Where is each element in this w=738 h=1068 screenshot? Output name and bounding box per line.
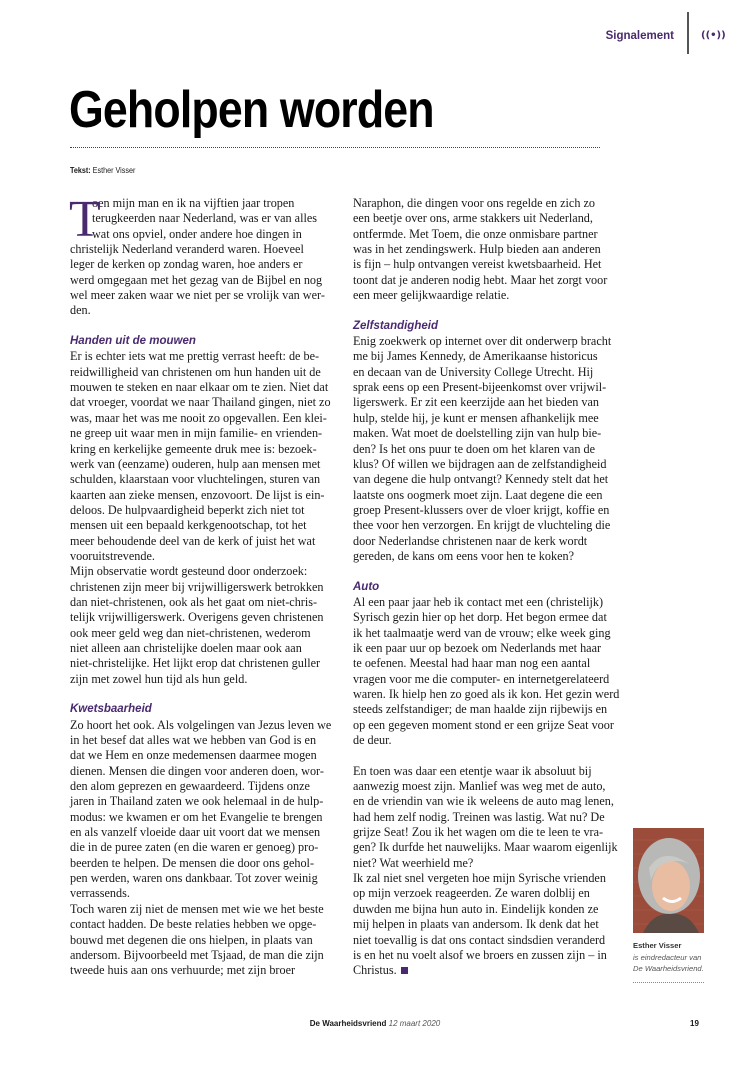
text-line — [353, 810, 631, 825]
text-line-content: me bij James Kennedy, de Amerikaanse historicus — [353, 349, 598, 364]
text-line — [70, 733, 342, 748]
text-line — [70, 365, 342, 380]
text-line-content: schulden, klaarstaan voor vluchtelingen, sturen van — [70, 472, 321, 487]
text-line — [353, 687, 631, 702]
text-line — [70, 856, 342, 871]
footer — [300, 1019, 450, 1028]
text-line — [70, 580, 342, 595]
section-heading: Auto — [353, 580, 380, 593]
text-line-content: niet? Wat weerhield me? — [353, 855, 474, 870]
paragraph — [70, 349, 342, 564]
text-line — [70, 656, 342, 671]
caption-divider — [633, 982, 704, 983]
text-line — [353, 963, 631, 978]
text-line-content: kaarten aan zieke mensen, enzovoort. De lijst is ein- — [70, 487, 325, 502]
text-line — [70, 257, 342, 272]
text-line — [353, 933, 631, 948]
byline — [70, 166, 135, 175]
text-line-content: Christus. — [353, 963, 397, 978]
text-line-content: dat we Hem en onze medemensen daarmee mogen — [70, 748, 317, 763]
text-line — [353, 733, 631, 748]
text-line-content: ook meer geld weg dan niet-christenen, wederom — [70, 625, 311, 640]
text-line — [353, 472, 631, 487]
paragraph-spacer — [353, 564, 631, 579]
text-line — [70, 948, 342, 963]
text-line-content: thee voor hen verzorgen. En krijgt de vluchteling die — [353, 518, 611, 533]
text-line — [353, 257, 631, 272]
title-divider — [70, 147, 600, 148]
text-line-content: christenen zijn meer bij vrijwilligerswerk betrokken — [70, 579, 324, 594]
text-line — [353, 672, 631, 687]
paragraph — [353, 871, 631, 978]
text-line — [70, 902, 342, 917]
text-line — [70, 917, 342, 932]
text-line-content: reidwilligheid van christenen om hun handen uit de — [70, 364, 321, 379]
text-line-content: christelijk Nederland veranderd waren. Hoeveel — [70, 242, 304, 257]
text-line-content: ligerswerk. Er zit een keerzijde aan het bieden van — [353, 395, 599, 410]
text-line — [353, 273, 631, 288]
paragraph — [70, 902, 342, 979]
text-line — [70, 933, 342, 948]
page-number: 19 — [690, 1019, 699, 1028]
text-line-content: steeds zelfstandiger; de man haalde zijn rijbewijs en — [353, 702, 608, 717]
text-line-content: klus? Of willen we bijdragen aan de zelfstandigheid — [353, 456, 607, 471]
text-line-content: mouwen te steken en naar elkaar om te zien. Niet dat — [70, 380, 329, 395]
text-line-content: toont dat je anderen nodig hebt. Maar het zorgt voor — [353, 272, 608, 287]
text-line — [70, 641, 342, 656]
text-line-content: contact hadden. De beste relaties hebben we opge- — [70, 917, 317, 932]
text-line — [70, 472, 342, 487]
text-line-content: Zo hoort het ook. Als volgelingen van Jezus leven we — [70, 717, 332, 732]
text-line-content: Syrisch gezin hier op het dorp. Het begon ermee dat — [353, 610, 607, 625]
author-caption — [633, 940, 708, 975]
text-line-content: ik het taalmaatje werd van de vrouw; elke week ging — [353, 625, 611, 640]
paragraph — [69, 191, 342, 319]
text-line-content: bouwd met degenen die ons hielpen, in plaats van — [70, 932, 313, 947]
text-line — [353, 856, 631, 871]
article-title: Geholpen worden — [69, 81, 434, 139]
text-line-content: ne greep uit waar men in mijn familie- en vrienden- — [70, 426, 323, 441]
text-line — [353, 779, 631, 794]
text-line-content: Er is echter iets wat me prettig verrast heeft: de be- — [70, 349, 320, 364]
author-photo — [633, 828, 704, 933]
text-line — [353, 871, 631, 886]
paragraph-spacer — [70, 687, 342, 702]
text-line — [70, 549, 342, 564]
text-line-content: groep Present-klussers over de vloer krijgt, koffie en — [353, 502, 610, 517]
text-line — [70, 626, 342, 641]
paragraph — [70, 718, 342, 902]
text-line-content: zijn met zowel hun tijd als hun geld. — [70, 671, 248, 686]
text-line-content: andersom. Bijvoorbeeld met Tsjaad, de man die zijn — [70, 947, 324, 962]
text-line — [70, 411, 342, 426]
text-line — [70, 211, 342, 226]
text-line-content: sprak eens op een Present-bijeenkomst over vrijwil- — [353, 380, 607, 395]
text-line — [70, 518, 342, 533]
text-line-content: den. — [70, 303, 91, 318]
text-line — [353, 840, 631, 855]
text-line-content: waren. Ik hielp hen zo goed als ik kon. Het gezin werd — [353, 687, 620, 701]
text-line — [70, 457, 342, 472]
text-line — [70, 503, 342, 518]
text-line — [353, 196, 631, 211]
text-line-content: dat vroeger, voordat we naar Thailand gingen, niet zo — [70, 395, 331, 410]
text-line — [353, 242, 631, 257]
text-line-content: jaren in Thailand zaten we ook helemaal in de hulp- — [70, 794, 324, 809]
text-line-content: terugkeerden naar Nederland, was er van alles — [92, 211, 318, 226]
text-line-content: een meer gelijkwaardige relatie. — [353, 288, 510, 303]
text-line — [70, 288, 342, 303]
text-line — [353, 948, 631, 963]
text-line-content: dan niet-christenen, ook als het gaat om niet-chris- — [70, 594, 318, 609]
text-line-content: niet toevallig is dat ons contact sindsdien veranderd — [353, 932, 606, 947]
text-line-content: is fijn – hulp ontvangen vereist kwetsbaarheid. Het — [353, 257, 602, 272]
text-line-content: telijk vrijwilligerswerk. Overigens geven christenen — [70, 610, 324, 625]
text-line-content: de deur. — [353, 733, 392, 748]
text-line — [353, 518, 631, 533]
paragraph — [353, 595, 631, 748]
text-line — [353, 211, 631, 226]
text-line — [70, 825, 342, 840]
text-line-content: werd omgegaan met het gezag van de Bijbel en nog — [70, 272, 323, 287]
text-line — [353, 794, 631, 809]
section-heading: Handen uit de mouwen — [70, 335, 196, 348]
text-line — [70, 810, 342, 825]
text-line-content: mij helpen in plaats van andersom. Ik denk dat het — [353, 917, 599, 932]
text-line-content: den alom geprezen en gewaardeerd. Tijdens onze — [70, 779, 310, 794]
text-line — [70, 840, 342, 855]
text-line-content: Toch waren zij niet de mensen met wie we het beste — [70, 901, 324, 916]
text-line-content: En toen was daar een etentje waar ik absoluut bij — [353, 763, 592, 778]
text-line-content: niet alleen aan christelijke doelen maar ook aan — [70, 640, 302, 655]
text-line-content: gen? Ik durfde het nauwelijks. Maar waarom eigenlijk — [353, 840, 618, 855]
text-line — [353, 825, 631, 840]
text-line — [70, 380, 342, 395]
text-line-content: leger de kerken op zondag waren, hoe anders er — [70, 257, 303, 272]
paragraph — [353, 764, 631, 871]
text-line-content: grijze Seat! Zou ik het wagen om die te leen te vra- — [353, 825, 604, 840]
text-line-content: verrassends. — [70, 886, 130, 901]
text-line-content: op een gegeven moment stond er een grijze Seat voor — [353, 717, 614, 732]
text-line — [70, 534, 342, 549]
text-line — [70, 349, 342, 364]
paragraph — [70, 564, 342, 687]
text-line-content: Al een paar jaar heb ik contact met een (christelijk) — [353, 594, 604, 609]
text-line — [70, 227, 342, 242]
text-line — [70, 242, 342, 257]
text-line-content: een beetje over ons, arme stakkers uit Nederland, — [353, 211, 593, 226]
text-line — [70, 779, 342, 794]
section-label: Signalement — [605, 30, 674, 42]
text-line-content: wat ons opviel, onder andere hoe dingen in — [92, 226, 302, 241]
text-line-content: en de vriendin van wie ik weleens de auto mag lenen, — [353, 794, 614, 809]
text-line-content: kring en kerkelijke gemeente druk mee is: bezoek- — [70, 441, 317, 456]
text-line-content: deloos. De hulpvaardigheid beperkt zich niet tot — [70, 502, 305, 517]
byline-label: Tekst: — [70, 166, 91, 175]
text-line-content: te oefenen. Meestal had haar man nog een aantal — [353, 656, 591, 671]
author-description-line: De Waarheidsvriend. — [633, 964, 704, 973]
text-line — [70, 748, 342, 763]
text-line — [353, 595, 631, 610]
text-line — [70, 764, 342, 779]
text-line-content: is en het nu voelt alsof we broers en zussen zijn – in — [353, 947, 607, 962]
text-line-content: modus: we kwamen er om het Evangelie te brengen — [70, 809, 323, 824]
text-line — [353, 395, 631, 410]
text-line — [353, 610, 631, 625]
text-line-content: gereden, de kans om eens voor hen te koken? — [353, 548, 574, 563]
byline-author: Esther Visser — [92, 166, 136, 175]
text-line — [70, 426, 342, 441]
author-description-line: is eindredacteur van — [633, 952, 702, 962]
text-line-content: dienen. Mensen die dingen voor anderen doen, wor- — [70, 763, 324, 778]
section-heading: Kwetsbaarheid — [70, 703, 152, 716]
text-line — [70, 196, 342, 211]
issue-date: 12 maart 2020 — [388, 1019, 441, 1028]
broadcast-icon: ((•)) — [701, 30, 726, 41]
text-line-content: op mijn verzoek reageerden. Ze waren dolblij en — [353, 886, 590, 901]
text-line-content: ik een paar uur op bezoek om Nederlands met haar — [353, 640, 602, 655]
text-line — [70, 595, 342, 610]
text-line-content: vooruitstrevende. — [70, 548, 155, 563]
article-column-right — [353, 196, 631, 979]
text-line — [70, 303, 342, 318]
text-line-content: aanwezig moest zijn. Manlief was weg met de auto, — [353, 779, 606, 794]
text-line — [353, 380, 631, 395]
text-line — [70, 794, 342, 809]
text-line — [353, 349, 631, 364]
text-line-content: en als vanzelf vloeide daar uit voort dat we mensen — [70, 825, 321, 840]
text-line-content: hulp, stelde hij, je kunt er mensen afhankelijk mee — [353, 410, 599, 425]
text-line-content: van degene die hulp ontvangt? Kennedy stelt dat het — [353, 472, 609, 487]
text-line-content: oen mijn man en ik na vijftien jaar tropen — [92, 196, 295, 210]
text-line — [353, 886, 631, 901]
text-line — [70, 610, 342, 625]
text-line-content: pen werden, waren ons dankbaar. Tot zover weinig — [70, 871, 318, 886]
text-line-content: mensen uit een bepaald kerkgenootschap, tot het — [70, 518, 307, 533]
text-line-content: ontfermde. Met Toem, die onze onmisbare partner — [353, 226, 598, 241]
text-line — [353, 549, 631, 564]
text-line — [353, 626, 631, 641]
text-line — [353, 656, 631, 671]
text-line — [353, 718, 631, 733]
text-line-content: meer behoudende deel van de kerk of juist het wat — [70, 533, 316, 548]
text-line-content: Naraphon, die dingen voor ons regelde en zich zo — [353, 196, 595, 210]
text-line — [70, 273, 342, 288]
text-line — [353, 411, 631, 426]
text-line-content: laatste ons oogmerk moet zijn. Laat degene die een — [353, 487, 603, 502]
text-line-content: vragen voor me die computer- en internetgerelateerd — [353, 671, 610, 686]
text-line-content: had hem zelf nodig. Treinen was lastig. Wat nu? De — [353, 809, 605, 824]
text-line-content: en decaan van de University College Utrecht. Hij — [353, 364, 594, 379]
text-line — [353, 764, 631, 779]
section-heading: Zelfstandigheid — [353, 319, 438, 332]
paragraph-spacer — [353, 748, 631, 763]
text-line-content: Ik zal niet snel vergeten hoe mijn Syrische vrienden — [353, 871, 606, 886]
text-line — [353, 365, 631, 380]
text-line-content: in het besef dat alles wat we hebben van God is en — [70, 733, 317, 748]
text-line-content: door Nederlandse christenen naar de kerk wordt — [353, 533, 588, 548]
text-line — [353, 227, 631, 242]
publication-name: De Waarheidsvriend — [309, 1019, 387, 1028]
text-line — [353, 334, 631, 349]
text-line — [353, 641, 631, 656]
text-line — [353, 426, 631, 441]
text-line — [70, 963, 342, 978]
text-line — [70, 488, 342, 503]
text-line — [353, 702, 631, 717]
text-line-content: duwden me bijna hun auto in. Eindelijk konden ze — [353, 901, 599, 916]
text-line — [353, 488, 631, 503]
paragraph-spacer — [353, 303, 631, 318]
text-line-content: was in het zendingswerk. Hulp bieden aan anderen — [353, 242, 601, 257]
paragraph — [353, 196, 631, 303]
text-line — [353, 442, 631, 457]
text-line-content: tweede huis aan ons verhuurde; met zijn broer — [70, 963, 296, 978]
text-line-content: Mijn observatie wordt gesteund door onderzoek: — [70, 564, 308, 579]
text-line — [353, 503, 631, 518]
text-line-content: maken. Wat moet de doelstelling zijn van hulp bie- — [353, 426, 602, 441]
text-line — [353, 902, 631, 917]
paragraph — [353, 334, 631, 564]
text-line — [70, 564, 342, 579]
text-line — [70, 442, 342, 457]
text-line — [353, 457, 631, 472]
end-mark-icon — [401, 967, 408, 974]
text-line — [70, 886, 342, 901]
paragraph-spacer — [70, 319, 342, 334]
drop-cap: T — [69, 191, 101, 248]
text-line — [70, 672, 342, 687]
header-divider — [687, 12, 689, 54]
text-line — [353, 288, 631, 303]
text-line — [353, 534, 631, 549]
text-line-content: wel meer zaken waar we niet per se vrolijk van wer- — [70, 288, 325, 303]
text-line-content: Enig zoekwerk op internet over dit onderwerp bracht — [353, 334, 612, 349]
text-line-content: werk van (eenzame) ouderen, hulp aan mensen met — [70, 456, 321, 471]
text-line — [70, 871, 342, 886]
text-line-content: die in de puree zaten (en die waren er genoeg) pro- — [70, 840, 319, 855]
text-line-content: beerden te helpen. De mensen die door ons gehol- — [70, 855, 315, 870]
text-line — [70, 395, 342, 410]
text-line-content: was, maar het was me nooit zo opgevallen. Een klei- — [70, 410, 327, 425]
author-name: Esther Visser — [633, 941, 682, 950]
text-line — [353, 917, 631, 932]
article-column-left — [69, 191, 342, 979]
text-line-content: niet-christelijke. Het lijkt erop dat christenen guller — [70, 656, 321, 671]
text-line-content: den? Is het ons puur te doen om het klaren van de — [353, 441, 595, 456]
text-line — [70, 718, 342, 733]
